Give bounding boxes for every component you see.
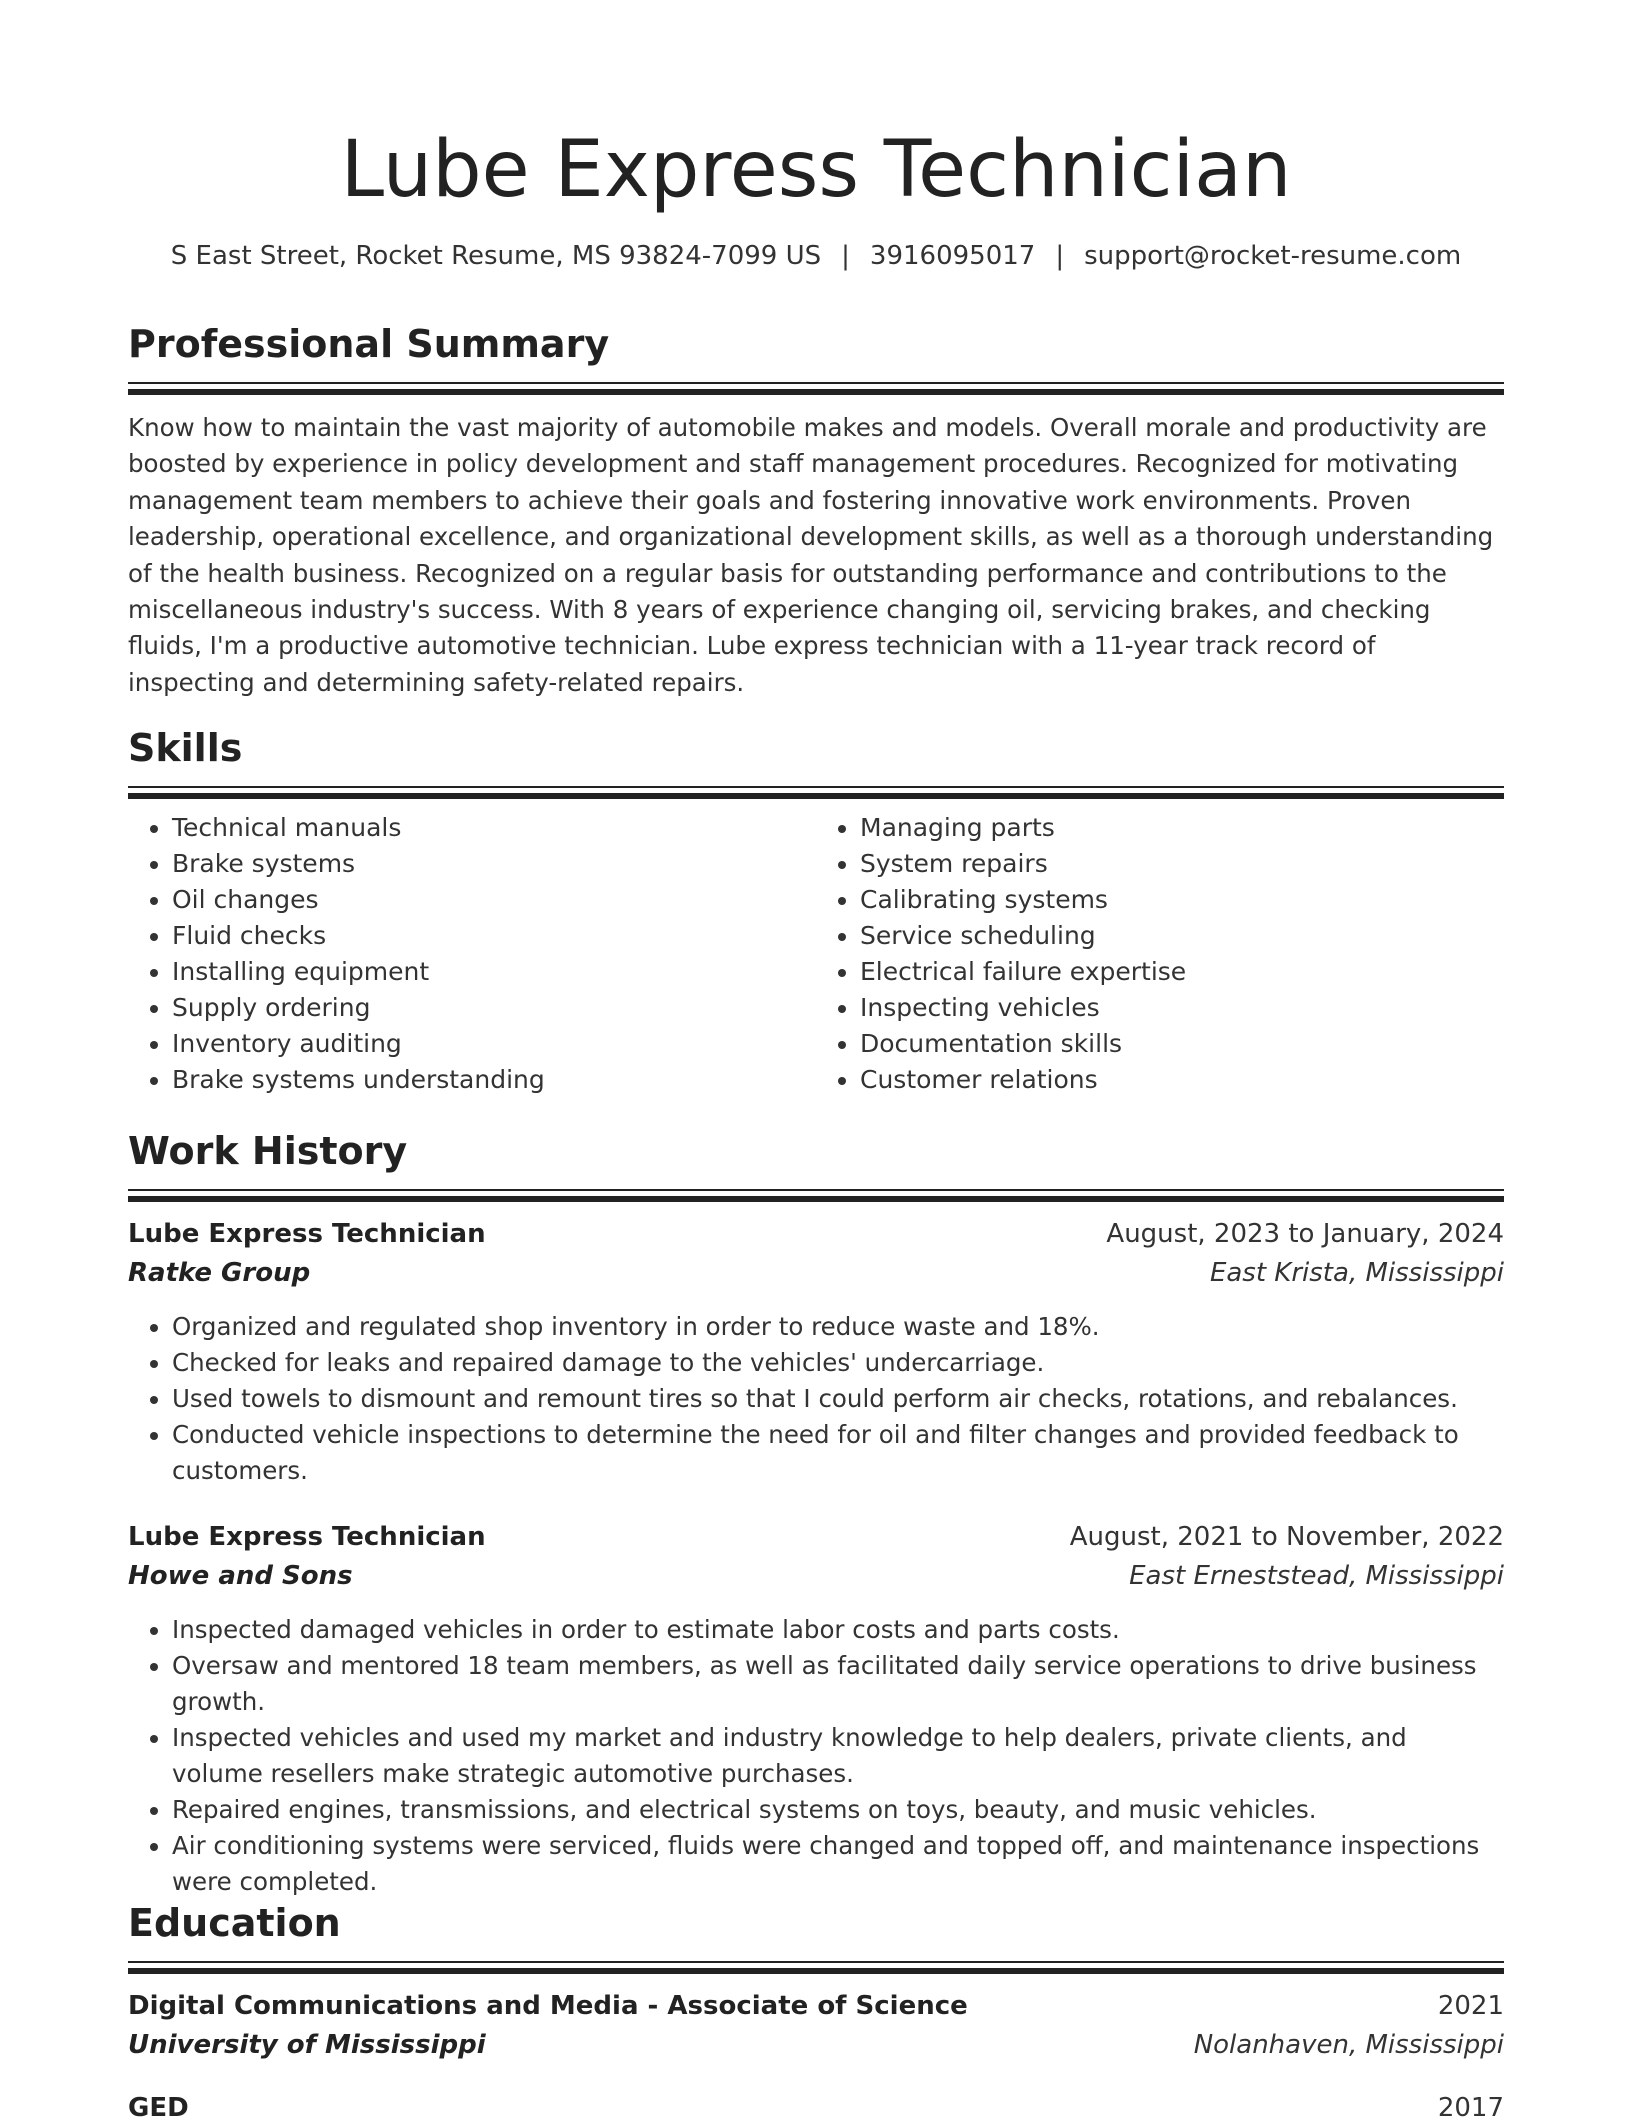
job-location: East Krista, Mississippi [1209,1258,1504,1288]
job-company: Ratke Group [128,1258,311,1288]
section-divider [128,786,1504,800]
contact-line [128,238,1504,274]
contact-separator: | [841,241,850,271]
skill-item: • Brake systems [172,846,816,882]
job-entry [128,1215,1504,1489]
skills-column-right [816,810,1504,1098]
skill-item: • Documentation skills [860,1026,1504,1062]
skills-section [128,724,1504,1098]
section-divider [128,1961,1504,1975]
section-title: Work History [128,1129,408,1173]
job-bullet: • Checked for leaks and repaired damage to the vehicles' undercarriage. [172,1345,1504,1381]
job-bullet: • Inspected vehicles and used my market and industry knowledge to help dealers, private clients, and volume resellers make strategic automotive purchases. [172,1720,1504,1792]
job-bullet: • Repaired engines, transmissions, and electrical systems on toys, beauty, and music vehicles. [172,1792,1504,1828]
section-title: Skills [128,726,243,770]
education-school: University of Mississippi [128,2030,486,2060]
section-title: Education [128,1901,341,1945]
skill-item: • Customer relations [860,1062,1504,1098]
section-divider [128,382,1504,396]
job-entry [128,1518,1504,1900]
summary-text: Know how to maintain the vast majority of automobile makes and models. Overall morale and productivity are boosted by experience in policy development and staff management procedures. Recognized for motivating management team members to achieve their goals and fostering innovative work environments. Proven leadership, operational excellence, and organizational development skills, as well as a thorough understanding of the health business. Recognized on a regular basis for outstanding performance and contributions to the miscellaneous industry's success. With 8 years of experience changing oil, servicing brakes, and checking fluids, I'm a productive automotive technician. Lube express technician with a 11-year track record of inspecting and determining safety-related repairs. [128,413,1494,697]
education-degree: GED [128,2093,189,2123]
job-bullets [128,1612,1504,1900]
job-bullet: • Inspected damaged vehicles in order to estimate labor costs and parts costs. [172,1612,1504,1648]
skill-item: • Service scheduling [860,918,1504,954]
skill-item: • Oil changes [172,882,816,918]
contact-phone: 3916095017 [869,241,1036,271]
contact-email[interactable]: support@rocket-resume.com [1084,241,1462,271]
education-entry [128,1987,1504,2065]
education-entry [128,2089,1504,2127]
skill-item: • Managing parts [860,810,1504,846]
contact-separator: | [1055,241,1065,271]
skill-item: • Installing equipment [172,954,816,990]
education-year: 2021 [1437,1991,1504,2021]
job-dates: August, 2023 to January, 2024 [1106,1219,1504,1249]
skill-item: • Fluid checks [172,918,816,954]
education-year: 2017 [1437,2093,1504,2123]
job-bullet: • Air conditioning systems were serviced, fluids were changed and topped off, and maintenance inspections were completed. [172,1828,1504,1900]
summary-section [128,320,1504,701]
skill-item: • System repairs [860,846,1504,882]
job-bullets [128,1309,1504,1489]
resume-name: Lube Express Technician [340,125,1292,215]
skill-item: • Calibrating systems [860,882,1504,918]
contact-address: S East Street, Rocket Resume, MS 93824-7099 US [170,241,822,271]
skill-item: • Inventory auditing [172,1026,816,1062]
job-bullet: • Conducted vehicle inspections to determine the need for oil and filter changes and provided feedback to customers. [172,1417,1504,1489]
job-title: Lube Express Technician [128,1522,486,1552]
work-section [128,1127,1504,1900]
job-title: Lube Express Technician [128,1219,486,1249]
job-bullet: • Organized and regulated shop inventory in order to reduce waste and 18%. [172,1309,1504,1345]
education-degree: Digital Communications and Media - Associate of Science [128,1991,968,2021]
skill-item: • Technical manuals [172,810,816,846]
section-divider [128,1189,1504,1203]
skill-item: • Brake systems understanding [172,1062,816,1098]
skills-column-left [128,810,816,1098]
section-title: Professional Summary [128,322,610,366]
skill-item: • Inspecting vehicles [860,990,1504,1026]
education-section [128,1899,1504,2127]
job-bullet: • Oversaw and mentored 18 team members, as well as facilitated daily service operations to drive business growth. [172,1648,1504,1720]
education-location: Nolanhaven, Mississippi [1193,2030,1504,2060]
skill-item: • Electrical failure expertise [860,954,1504,990]
job-location: East Erneststead, Mississippi [1129,1561,1504,1591]
skills-list [128,810,1504,1098]
job-bullet: • Used towels to dismount and remount tires so that I could perform air checks, rotations, and rebalances. [172,1381,1504,1417]
job-dates: August, 2021 to November, 2022 [1069,1522,1504,1552]
job-company: Howe and Sons [128,1561,353,1591]
skill-item: • Supply ordering [172,990,816,1026]
